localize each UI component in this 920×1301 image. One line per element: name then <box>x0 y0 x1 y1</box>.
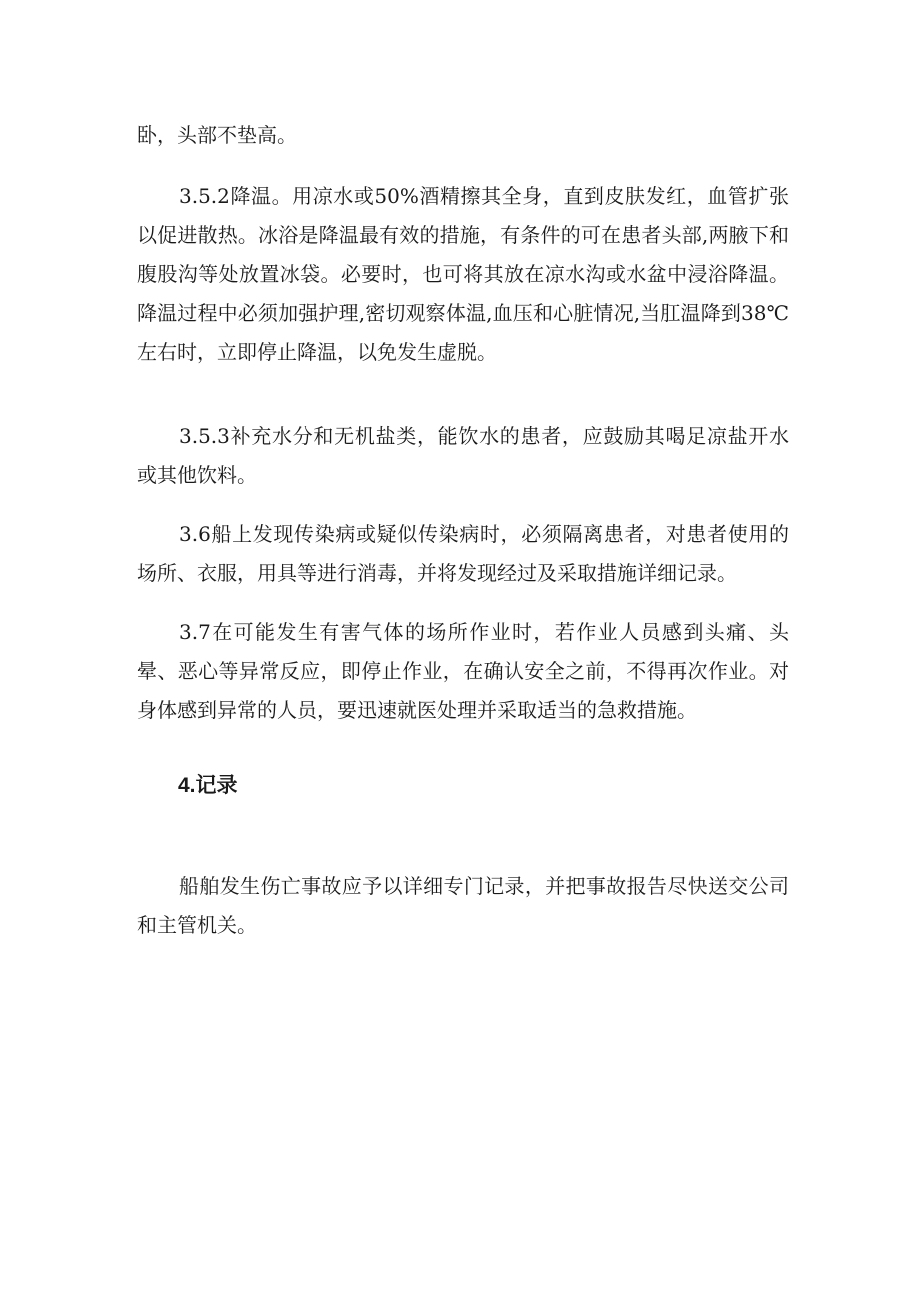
paragraph-records: 船舶发生伤亡事故应予以详细专门记录，并把事故报告尽快送交公司和主管机关。 <box>137 874 789 937</box>
paragraph-continuation: 卧，头部不垫高。 <box>137 123 297 147</box>
paragraph-3-6-infectious-disease: 3.6船上发现传染病或疑似传染病时，必须隔离患者，对患者使用的场所、衣服，用具等进行消毒，并将发现经过及采取措施详细记录。 <box>137 522 789 585</box>
paragraph-3-7-harmful-gas: 3.7在可能发生有害气体的场所作业时，若作业人员感到头痛、头晕、恶心等异常反应，即停止作业，在确认安全之前，不得再次作业。对身体感到异常的人员，要迅速就医处理并采取适当的急救措施。 <box>137 620 789 722</box>
section-heading-records: 4.记录 <box>178 774 238 797</box>
paragraph-3-5-2-cooling: 3.5.2降温。用凉水或50%酒精擦其全身，直到皮肤发红，血管扩张以促进散热。冰浴是降温最有效的措施，有条件的可在患者头部,两腋下和腹股沟等处放置冰袋。必要时，也可将其放在凉水沟或水盆中浸浴降温。降温过程中必须加强护理,密切观察体温,血压和心脏情况,当肛温降到38℃左右时，立即停止降温，以免发生虚脱。 <box>137 184 789 364</box>
paragraph-3-5-3-hydration: 3.5.3补充水分和无机盐类，能饮水的患者，应鼓励其喝足凉盐开水或其他饮料。 <box>137 424 789 487</box>
